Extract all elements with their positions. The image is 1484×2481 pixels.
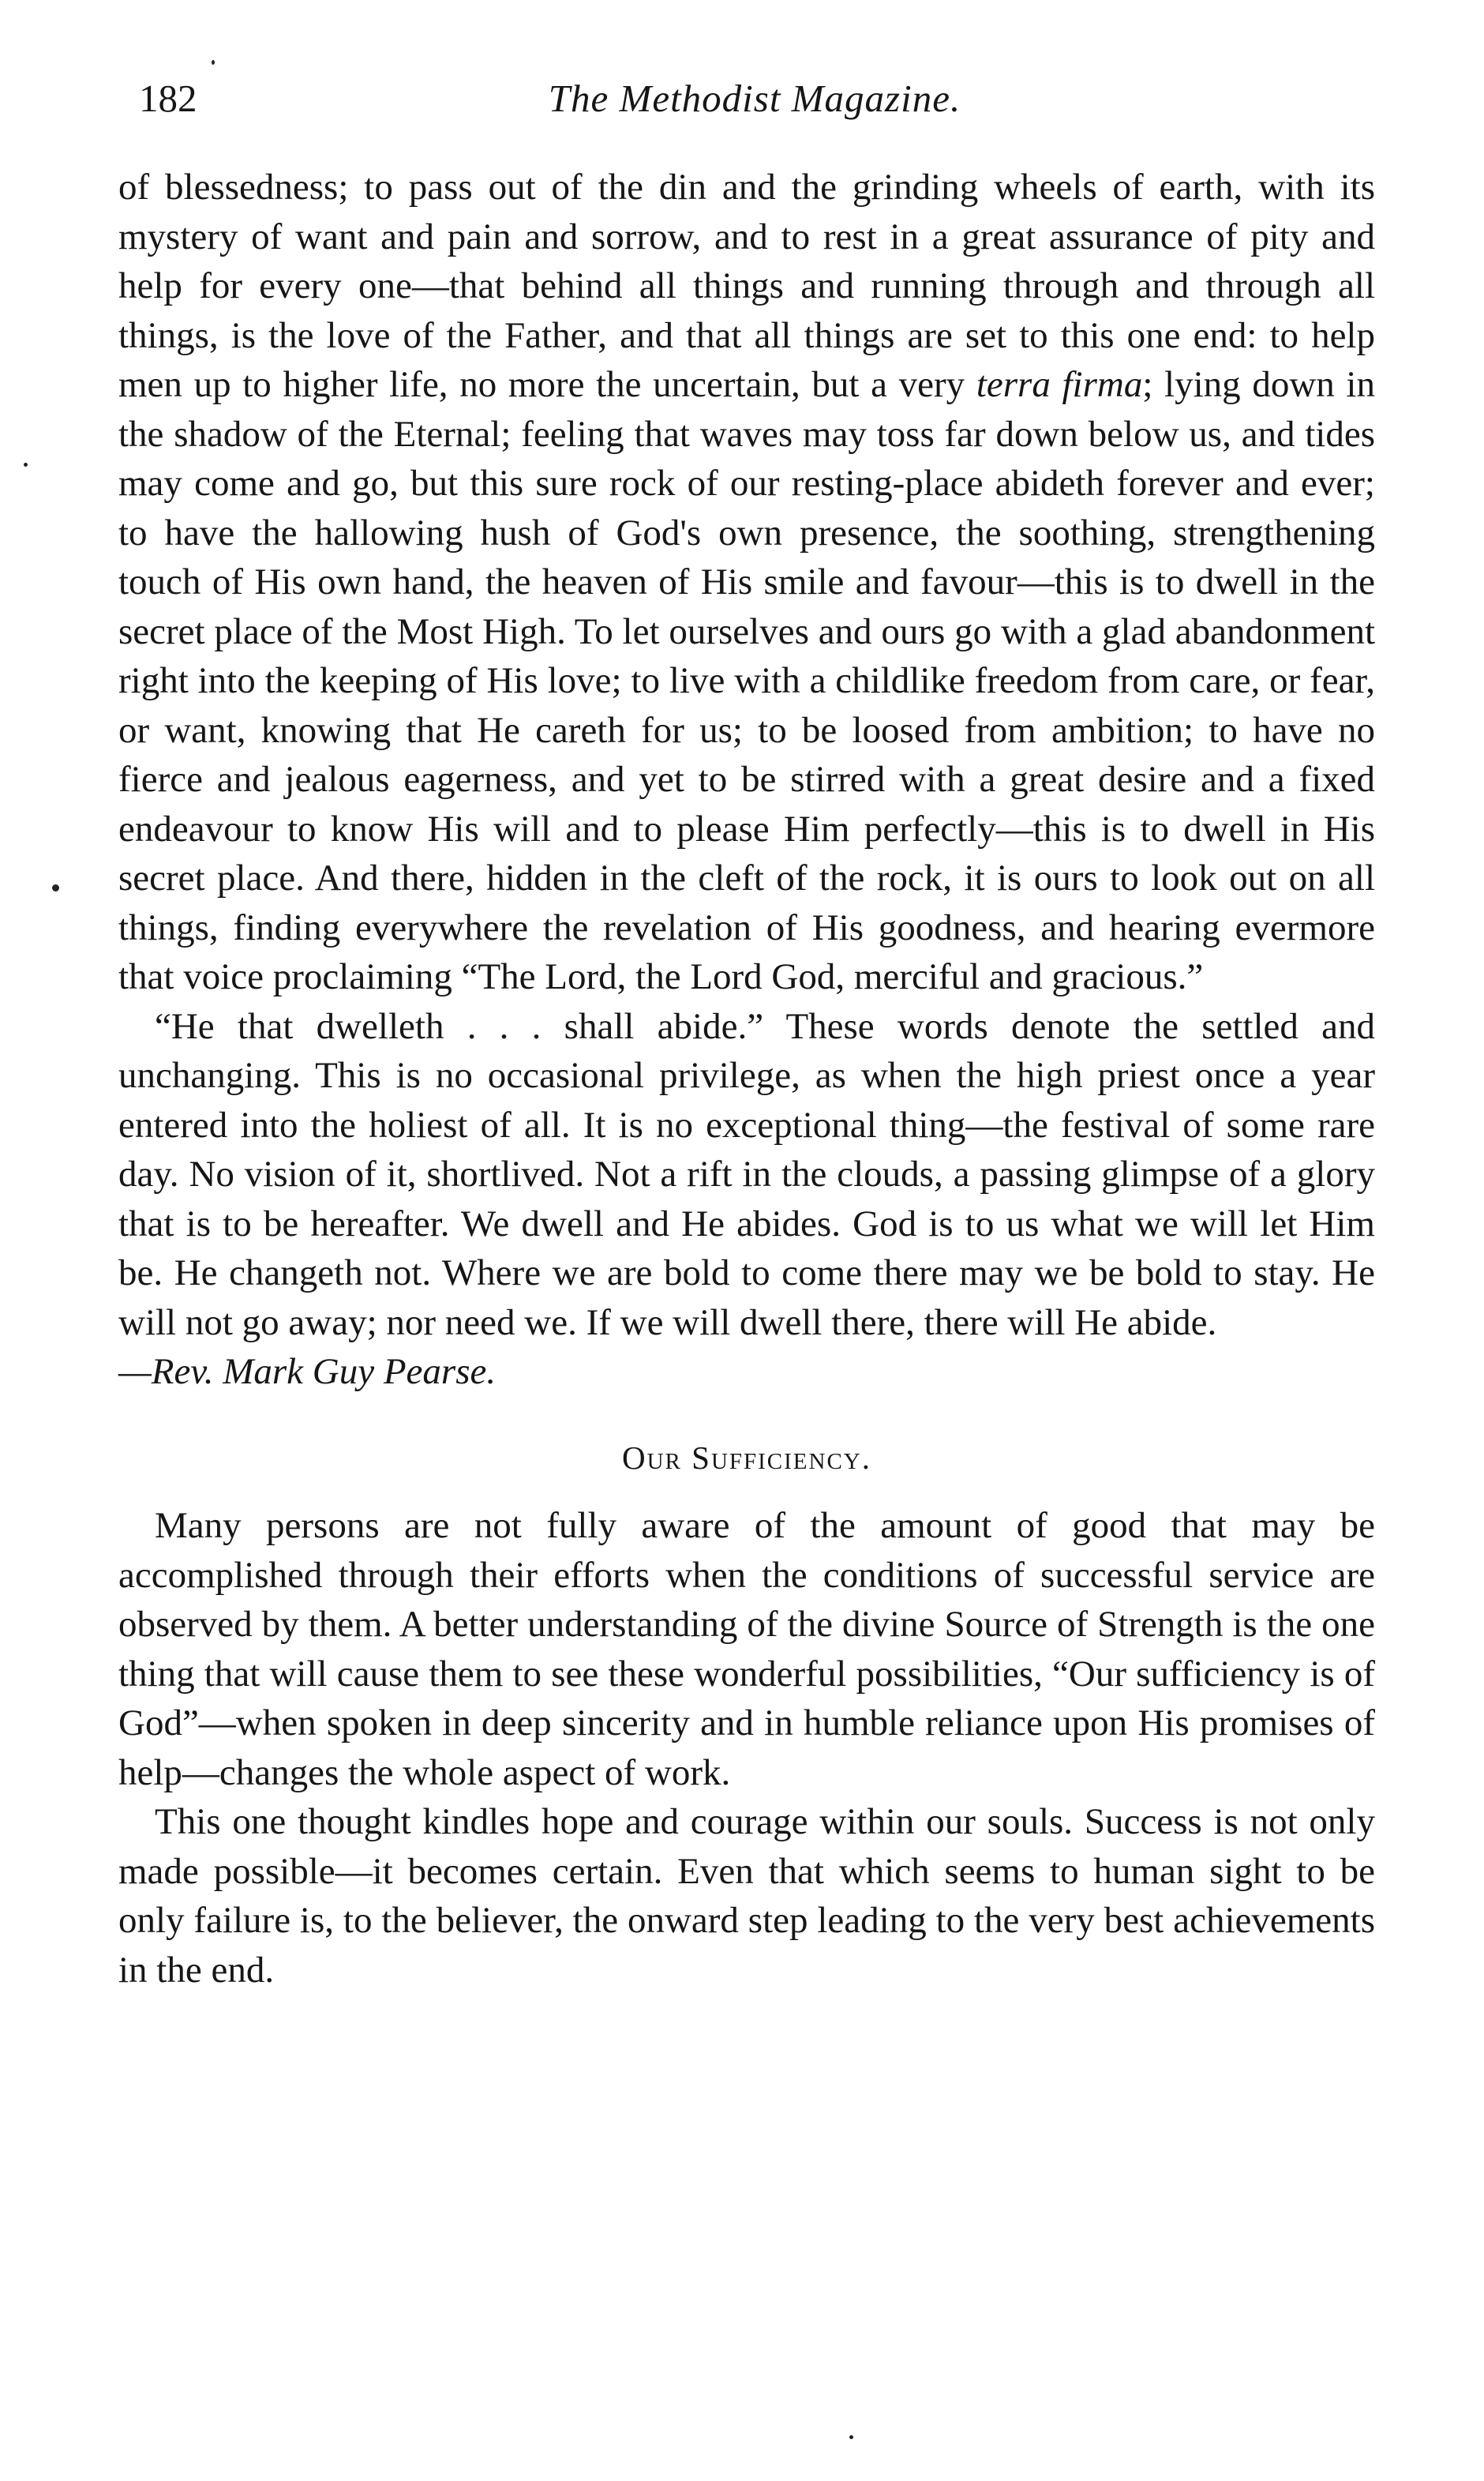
page-header: [139, 76, 1370, 131]
margin-speck: [212, 60, 215, 65]
body-text: [118, 163, 1375, 1995]
paragraph-text: of blessedness; to pass out of the din and the grinding wheels of earth, with its mystery of want and pain and sorrow, and to rest in a great assurance of pity and help for every one—that behind all things and running through and through all things, is the love of the Father, and that all things are set to this one end: to help men up to higher life, no more the uncertain, but a very: [118, 167, 1375, 405]
paragraph-he-that-dwelleth: “He that dwelleth . . . shall abide.” These words denote the settled and unchanging. This is no occasional privilege, as when the high priest once a year entered into the holiest of all. It is no exceptional thing—the festival of some rare day. No vision of it, shortlived. Not a rift in the clouds, a passing glimpse of a glory that is to be hereafter. We dwell and He abides. God is to us what we will let Him be. He changeth not. Where we are bold to come there may we be bold to stay. He will not go away; nor need we. If we will dwell there, there will He abide.: [118, 1005, 1375, 1343]
author-attribution: —Rev. Mark Guy Pearse.: [118, 1351, 497, 1392]
running-title: The Methodist Magazine.: [548, 77, 961, 120]
latin-phrase: terra firma: [976, 364, 1143, 405]
margin-speck: [52, 884, 59, 891]
paragraph-many-persons: Many persons are not fully aware of the amount of good that may be accomplished through their efforts when the conditions of successful service are observed by them. A better understanding of the divine Source of Strength is the one thing that will cause them to see these wonderful possibilities, “Our sufficiency is of God”—when spoken in deep sincerity and in humble reliance upon His promises of help—changes the whole aspect of work.: [118, 1505, 1375, 1793]
page-number: 182: [139, 77, 197, 120]
paragraph-text: ; lying down in the shadow of the Eternal; feeling that waves may toss far down below us, and tides may come and go, but this sure rock of our resting-place abideth forever and ever; to have the hallowing hush of God's own presence, the soothing, strengthening touch of His own hand, the heaven of His smile and favour—this is to dwell in the secret place of the Most High. To let ourselves and ours go with a glad abandonment right into the keeping of His love; to live with a childlike freedom from care, or fear, or want, knowing that He careth for us; to be loosed from ambition; to have no fierce and jealous eagerness, and yet to be stirred with a great desire and a fixed endeavour to know His will and to please Him perfectly—this is to dwell in His secret place. And there, hidden in the cleft of the rock, it is ours to look out on all things, finding everywhere the revelation of His goodness, and hearing evermore that voice proclaiming “The Lord, the Lord God, merciful and gracious.”: [118, 364, 1375, 997]
paragraph-continued: [118, 163, 1375, 1002]
margin-speck: [24, 463, 28, 467]
paragraph-one-thought: This one thought kindles hope and courage within our souls. Success is not only made possible—it becomes certain. Even that which seems to human sight to be only failure is, to the believer, the onward step leading to the very best achievements in the end.: [118, 1801, 1375, 1991]
section-heading: Our Sufficiency.: [622, 1439, 871, 1476]
margin-speck: [849, 2435, 853, 2439]
